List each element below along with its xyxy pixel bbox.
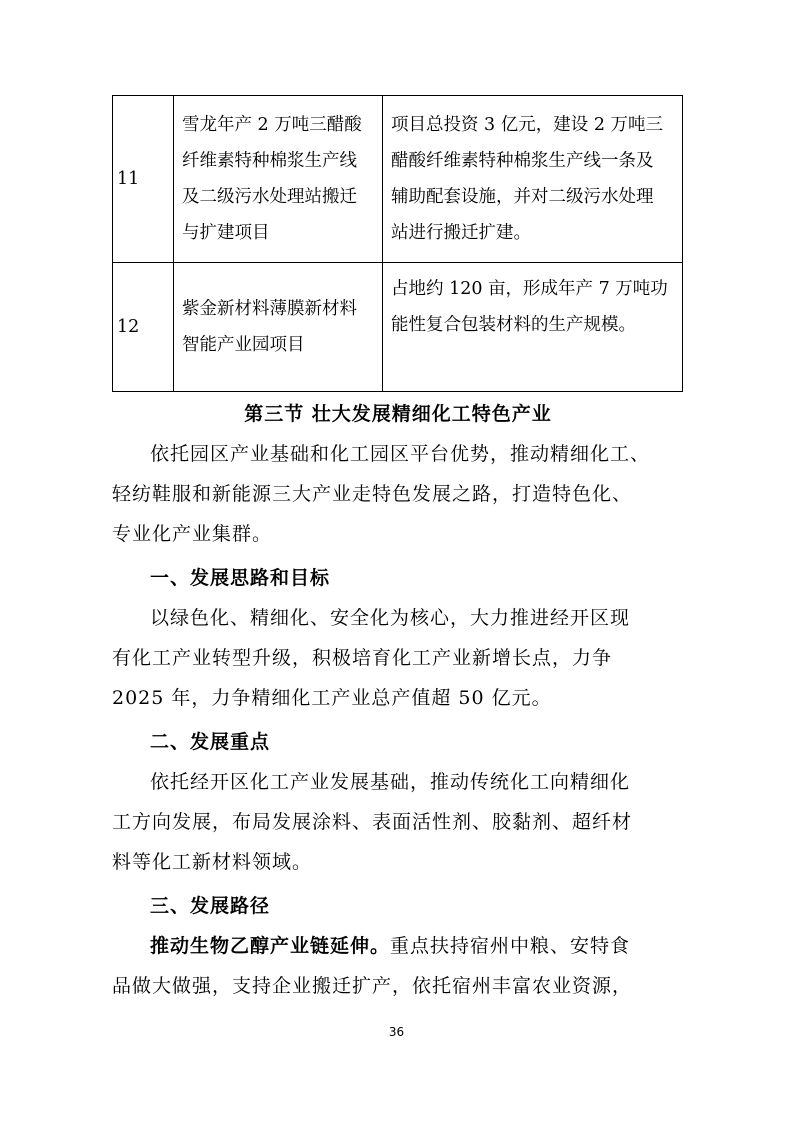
text-line: 与扩建项目 bbox=[182, 223, 270, 243]
paragraph-line: 品做大做强，支持企业搬迁扩产，依托宿州丰富农业资源， bbox=[112, 975, 633, 997]
paragraph-line: 依托经开区化工产业发展基础，推动传统化工向精细化 bbox=[150, 771, 631, 793]
row-number: 12 bbox=[113, 263, 174, 392]
bold-lead: 推动生物乙醇产业链延伸。 bbox=[150, 935, 391, 957]
row-number: 11 bbox=[113, 96, 174, 263]
paragraph-line: 以绿色化、精细化、安全化为核心，大力推进经开区现 bbox=[150, 607, 631, 629]
body-text bbox=[112, 394, 684, 1006]
section-title: 第三节 壮大发展精细化工特色产业 bbox=[244, 403, 552, 425]
paragraph-line: 有化工产业转型升级，积极培育化工产业新增长点，力争 bbox=[112, 647, 613, 669]
paragraph-line: 2025 年，力争精细化工产业总产值超 50 亿元。 bbox=[112, 687, 552, 709]
paragraph-line: 轻纺鞋服和新能源三大产业走特色发展之路，打造特色化、 bbox=[112, 483, 633, 505]
paragraph-line: 专业化产业集群。 bbox=[112, 523, 273, 545]
heading-goals: 一、发展思路和目标 bbox=[150, 567, 331, 589]
text-line: 及二级污水处理站搬迁 bbox=[182, 187, 357, 207]
heading-path: 三、发展路径 bbox=[150, 895, 271, 917]
text-line: 纤维素特种棉浆生产线 bbox=[182, 151, 357, 171]
project-table bbox=[112, 95, 683, 392]
paragraph-line: 工方向发展，布局发展涂料、表面活性剂、胶黏剂、超纤材 bbox=[112, 811, 633, 833]
project-description bbox=[383, 263, 683, 392]
text-line: 项目总投资 3 亿元，建设 2 万吨三 bbox=[391, 115, 664, 135]
text-line: 雪龙年产 2 万吨三醋酸 bbox=[182, 115, 362, 135]
paragraph-line: 料等化工新材料领域。 bbox=[112, 851, 313, 873]
project-name bbox=[174, 96, 383, 263]
line-rest: 重点扶持宿州中粮、安特食 bbox=[390, 935, 631, 957]
project-name bbox=[174, 263, 383, 392]
text-line: 能性复合包装材料的生产规模。 bbox=[391, 315, 636, 335]
paragraph-line bbox=[112, 926, 684, 966]
table-row bbox=[113, 96, 683, 263]
table-row bbox=[113, 263, 683, 392]
text-line: 醋酸纤维素特种棉浆生产线一条及 bbox=[391, 151, 654, 171]
text-line: 辅助配套设施，并对二级污水处理 bbox=[391, 187, 654, 207]
text-line: 站进行搬迁扩建。 bbox=[391, 223, 531, 243]
page-number: 36 bbox=[388, 1025, 405, 1039]
project-description bbox=[383, 96, 683, 263]
text-line: 智能产业园项目 bbox=[182, 335, 305, 355]
paragraph-line: 依托园区产业基础和化工园区平台优势，推动精细化工、 bbox=[150, 443, 651, 465]
heading-focus: 二、发展重点 bbox=[150, 731, 271, 753]
text-line: 紫金新材料薄膜新材料 bbox=[182, 299, 357, 319]
text-line: 占地约 120 亩，形成年产 7 万吨功 bbox=[391, 279, 668, 299]
